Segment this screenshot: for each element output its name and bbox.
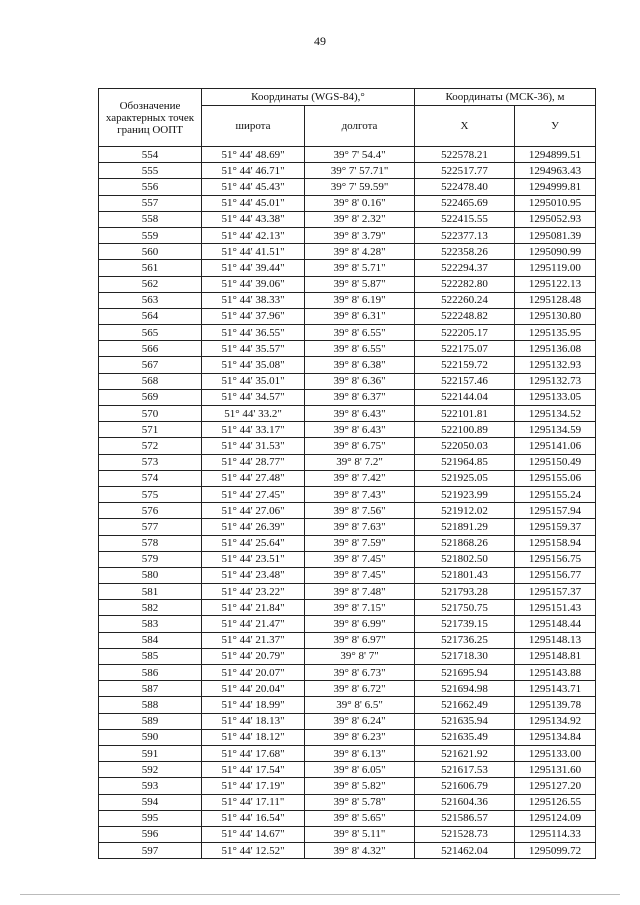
table-row <box>99 567 596 583</box>
longitude-cell: 39° 8' 6.75" <box>305 438 415 454</box>
table-row <box>99 163 596 179</box>
y-coordinate-cell: 1295159.37 <box>515 519 596 535</box>
latitude-cell: 51° 44' 37.96" <box>202 308 305 324</box>
x-coordinate-cell: 521923.99 <box>415 486 515 502</box>
latitude-cell: 51° 44' 39.44" <box>202 260 305 276</box>
latitude-cell: 51° 44' 34.57" <box>202 389 305 405</box>
point-number-cell: 575 <box>99 486 202 502</box>
latitude-cell: 51° 44' 12.52" <box>202 843 305 859</box>
latitude-cell: 51° 44' 39.06" <box>202 276 305 292</box>
table-row <box>99 389 596 405</box>
y-coordinate-cell: 1295139.78 <box>515 697 596 713</box>
latitude-cell: 51° 44' 27.06" <box>202 503 305 519</box>
point-number-cell: 590 <box>99 729 202 745</box>
x-coordinate-cell: 522517.77 <box>415 163 515 179</box>
longitude-cell: 39° 8' 6.55" <box>305 325 415 341</box>
longitude-cell: 39° 8' 6.37" <box>305 389 415 405</box>
longitude-cell: 39° 8' 6.05" <box>305 762 415 778</box>
x-coordinate-cell: 521635.49 <box>415 729 515 745</box>
table-row <box>99 584 596 600</box>
y-coordinate-cell: 1294963.43 <box>515 163 596 179</box>
latitude-cell: 51° 44' 43.38" <box>202 211 305 227</box>
table-row <box>99 438 596 454</box>
y-coordinate-cell: 1295156.77 <box>515 567 596 583</box>
latitude-cell: 51° 44' 20.79" <box>202 648 305 664</box>
x-coordinate-cell: 521802.50 <box>415 551 515 567</box>
latitude-cell: 51° 44' 17.19" <box>202 778 305 794</box>
longitude-cell: 39° 8' 7.15" <box>305 600 415 616</box>
x-coordinate-cell: 522415.55 <box>415 211 515 227</box>
latitude-cell: 51° 44' 17.11" <box>202 794 305 810</box>
point-number-cell: 576 <box>99 503 202 519</box>
point-number-cell: 566 <box>99 341 202 357</box>
latitude-cell: 51° 44' 48.69" <box>202 147 305 163</box>
table-row <box>99 244 596 260</box>
wgs84-header: Координаты (WGS-84),° <box>202 89 415 106</box>
x-coordinate-cell: 521925.05 <box>415 470 515 486</box>
longitude-cell: 39° 8' 6.5" <box>305 697 415 713</box>
table-row <box>99 179 596 195</box>
longitude-cell: 39° 8' 6.31" <box>305 308 415 324</box>
table-row <box>99 826 596 842</box>
table-row <box>99 729 596 745</box>
longitude-cell: 39° 8' 6.19" <box>305 292 415 308</box>
table-row <box>99 665 596 681</box>
longitude-cell: 39° 8' 7.63" <box>305 519 415 535</box>
y-coordinate-cell: 1294899.51 <box>515 147 596 163</box>
table-row <box>99 778 596 794</box>
point-number-cell: 570 <box>99 406 202 422</box>
y-coordinate-cell: 1295127.20 <box>515 778 596 794</box>
point-number-cell: 584 <box>99 632 202 648</box>
point-number-cell: 554 <box>99 147 202 163</box>
longitude-cell: 39° 8' 6.99" <box>305 616 415 632</box>
longitude-cell: 39° 8' 7.42" <box>305 470 415 486</box>
y-coordinate-cell: 1295134.92 <box>515 713 596 729</box>
x-coordinate-cell: 521695.94 <box>415 665 515 681</box>
latitude-cell: 51° 44' 17.54" <box>202 762 305 778</box>
point-number-cell: 558 <box>99 211 202 227</box>
latitude-cell: 51° 44' 33.2" <box>202 406 305 422</box>
point-number-cell: 577 <box>99 519 202 535</box>
longitude-cell: 39° 8' 6.73" <box>305 665 415 681</box>
x-coordinate-cell: 522159.72 <box>415 357 515 373</box>
table-header <box>99 89 596 147</box>
latitude-cell: 51° 44' 45.01" <box>202 195 305 211</box>
y-coordinate-cell: 1295081.39 <box>515 227 596 243</box>
longitude-cell: 39° 8' 4.28" <box>305 244 415 260</box>
x-coordinate-cell: 521912.02 <box>415 503 515 519</box>
longitude-cell: 39° 7' 54.4" <box>305 147 415 163</box>
longitude-cell: 39° 8' 5.65" <box>305 810 415 826</box>
latitude-cell: 51° 44' 42.13" <box>202 227 305 243</box>
point-number-cell: 568 <box>99 373 202 389</box>
longitude-cell: 39° 8' 5.78" <box>305 794 415 810</box>
x-coordinate-cell: 521964.85 <box>415 454 515 470</box>
table-row <box>99 211 596 227</box>
y-coordinate-cell: 1295119.00 <box>515 260 596 276</box>
y-coordinate-cell: 1295143.88 <box>515 665 596 681</box>
longitude-cell: 39° 8' 6.24" <box>305 713 415 729</box>
table-row <box>99 697 596 713</box>
y-coordinate-cell: 1295134.84 <box>515 729 596 745</box>
x-coordinate-cell: 522100.89 <box>415 422 515 438</box>
latitude-cell: 51° 44' 18.12" <box>202 729 305 745</box>
latitude-cell: 51° 44' 41.51" <box>202 244 305 260</box>
table-row <box>99 810 596 826</box>
y-coordinate-cell: 1294999.81 <box>515 179 596 195</box>
y-coordinate-cell: 1295134.59 <box>515 422 596 438</box>
y-coordinate-cell: 1295155.24 <box>515 486 596 502</box>
latitude-cell: 51° 44' 35.08" <box>202 357 305 373</box>
y-coordinate-cell: 1295114.33 <box>515 826 596 842</box>
x-coordinate-cell: 522050.03 <box>415 438 515 454</box>
longitude-cell: 39° 8' 6.13" <box>305 745 415 761</box>
y-coordinate-cell: 1295128.48 <box>515 292 596 308</box>
x-coordinate-cell: 522358.26 <box>415 244 515 260</box>
y-coordinate-cell: 1295141.06 <box>515 438 596 454</box>
latitude-cell: 51° 44' 35.57" <box>202 341 305 357</box>
latitude-cell: 51° 44' 21.84" <box>202 600 305 616</box>
latitude-cell: 51° 44' 38.33" <box>202 292 305 308</box>
table-row <box>99 470 596 486</box>
table-row <box>99 503 596 519</box>
longitude-header: долгота <box>305 106 415 147</box>
longitude-cell: 39° 8' 7.2" <box>305 454 415 470</box>
x-coordinate-cell: 522144.04 <box>415 389 515 405</box>
x-coordinate-cell: 522101.81 <box>415 406 515 422</box>
y-coordinate-cell: 1295156.75 <box>515 551 596 567</box>
longitude-cell: 39° 8' 2.32" <box>305 211 415 227</box>
point-number-cell: 569 <box>99 389 202 405</box>
x-coordinate-cell: 522465.69 <box>415 195 515 211</box>
longitude-cell: 39° 8' 6.55" <box>305 341 415 357</box>
point-number-cell: 578 <box>99 535 202 551</box>
point-number-cell: 592 <box>99 762 202 778</box>
x-coordinate-cell: 522157.46 <box>415 373 515 389</box>
y-coordinate-cell: 1295122.13 <box>515 276 596 292</box>
point-number-cell: 571 <box>99 422 202 438</box>
x-coordinate-cell: 521750.75 <box>415 600 515 616</box>
point-number-cell: 559 <box>99 227 202 243</box>
latitude-cell: 51° 44' 25.64" <box>202 535 305 551</box>
table-row <box>99 762 596 778</box>
x-coordinate-cell: 522377.13 <box>415 227 515 243</box>
y-coordinate-cell: 1295148.44 <box>515 616 596 632</box>
table-row <box>99 357 596 373</box>
longitude-cell: 39° 8' 6.72" <box>305 681 415 697</box>
point-number-cell: 593 <box>99 778 202 794</box>
y-coordinate-cell: 1295052.93 <box>515 211 596 227</box>
point-number-cell: 594 <box>99 794 202 810</box>
longitude-cell: 39° 8' 6.43" <box>305 422 415 438</box>
point-designation-header: Обозначение характерных точек границ ООПТ <box>99 89 202 147</box>
y-coordinate-cell: 1295157.94 <box>515 503 596 519</box>
table-row <box>99 486 596 502</box>
point-number-cell: 581 <box>99 584 202 600</box>
y-coordinate-cell: 1295133.05 <box>515 389 596 405</box>
point-number-cell: 582 <box>99 600 202 616</box>
table-row <box>99 308 596 324</box>
x-coordinate-cell: 521868.26 <box>415 535 515 551</box>
x-coordinate-cell: 521617.53 <box>415 762 515 778</box>
point-number-cell: 564 <box>99 308 202 324</box>
y-coordinate-cell: 1295135.95 <box>515 325 596 341</box>
longitude-cell: 39° 8' 7.59" <box>305 535 415 551</box>
latitude-cell: 51° 44' 18.99" <box>202 697 305 713</box>
x-coordinate-cell: 521662.49 <box>415 697 515 713</box>
point-number-cell: 574 <box>99 470 202 486</box>
point-number-cell: 587 <box>99 681 202 697</box>
table-row <box>99 276 596 292</box>
y-coordinate-cell: 1295132.93 <box>515 357 596 373</box>
latitude-cell: 51° 44' 46.71" <box>202 163 305 179</box>
table-row <box>99 292 596 308</box>
longitude-cell: 39° 8' 7" <box>305 648 415 664</box>
longitude-cell: 39° 7' 57.71" <box>305 163 415 179</box>
latitude-cell: 51° 44' 26.39" <box>202 519 305 535</box>
latitude-cell: 51° 44' 20.07" <box>202 665 305 681</box>
y-coordinate-cell: 1295150.49 <box>515 454 596 470</box>
y-coordinate-cell: 1295010.95 <box>515 195 596 211</box>
y-coordinate-cell: 1295148.81 <box>515 648 596 664</box>
longitude-cell: 39° 8' 7.45" <box>305 551 415 567</box>
latitude-cell: 51° 44' 14.67" <box>202 826 305 842</box>
y-coordinate-cell: 1295155.06 <box>515 470 596 486</box>
longitude-cell: 39° 8' 6.36" <box>305 373 415 389</box>
y-coordinate-cell: 1295099.72 <box>515 843 596 859</box>
point-number-cell: 597 <box>99 843 202 859</box>
x-coordinate-cell: 521528.73 <box>415 826 515 842</box>
point-number-cell: 573 <box>99 454 202 470</box>
y-header: У <box>515 106 596 147</box>
table-row <box>99 519 596 535</box>
point-number-cell: 557 <box>99 195 202 211</box>
point-number-cell: 563 <box>99 292 202 308</box>
point-number-cell: 561 <box>99 260 202 276</box>
table-row <box>99 195 596 211</box>
x-coordinate-cell: 522260.24 <box>415 292 515 308</box>
point-number-cell: 583 <box>99 616 202 632</box>
coordinates-table <box>98 88 596 859</box>
table-row <box>99 260 596 276</box>
longitude-cell: 39° 8' 4.32" <box>305 843 415 859</box>
y-coordinate-cell: 1295126.55 <box>515 794 596 810</box>
latitude-cell: 51° 44' 23.22" <box>202 584 305 600</box>
point-number-cell: 591 <box>99 745 202 761</box>
latitude-cell: 51° 44' 36.55" <box>202 325 305 341</box>
table-row <box>99 341 596 357</box>
table-row <box>99 406 596 422</box>
x-coordinate-cell: 521891.29 <box>415 519 515 535</box>
longitude-cell: 39° 8' 5.71" <box>305 260 415 276</box>
x-coordinate-cell: 522282.80 <box>415 276 515 292</box>
point-number-cell: 562 <box>99 276 202 292</box>
table-row <box>99 794 596 810</box>
latitude-cell: 51° 44' 18.13" <box>202 713 305 729</box>
point-number-cell: 596 <box>99 826 202 842</box>
longitude-cell: 39° 8' 0.16" <box>305 195 415 211</box>
table-row <box>99 616 596 632</box>
msk36-header: Координаты (МСК-36), м <box>415 89 596 106</box>
x-coordinate-cell: 522294.37 <box>415 260 515 276</box>
point-number-cell: 580 <box>99 567 202 583</box>
latitude-cell: 51° 44' 23.51" <box>202 551 305 567</box>
table-row <box>99 227 596 243</box>
y-coordinate-cell: 1295143.71 <box>515 681 596 697</box>
longitude-cell: 39° 8' 6.23" <box>305 729 415 745</box>
latitude-cell: 51° 44' 20.04" <box>202 681 305 697</box>
x-coordinate-cell: 522205.17 <box>415 325 515 341</box>
page-bottom-rule <box>20 894 620 895</box>
latitude-cell: 51° 44' 31.53" <box>202 438 305 454</box>
longitude-cell: 39° 8' 6.43" <box>305 406 415 422</box>
y-coordinate-cell: 1295133.00 <box>515 745 596 761</box>
longitude-cell: 39° 8' 5.82" <box>305 778 415 794</box>
latitude-cell: 51° 44' 21.37" <box>202 632 305 648</box>
table-row <box>99 325 596 341</box>
latitude-cell: 51° 44' 21.47" <box>202 616 305 632</box>
point-number-cell: 588 <box>99 697 202 713</box>
x-coordinate-cell: 521462.04 <box>415 843 515 859</box>
y-coordinate-cell: 1295090.99 <box>515 244 596 260</box>
latitude-cell: 51° 44' 27.45" <box>202 486 305 502</box>
x-coordinate-cell: 521621.92 <box>415 745 515 761</box>
point-number-cell: 572 <box>99 438 202 454</box>
point-number-cell: 567 <box>99 357 202 373</box>
y-coordinate-cell: 1295158.94 <box>515 535 596 551</box>
longitude-cell: 39° 8' 7.43" <box>305 486 415 502</box>
x-coordinate-cell: 522478.40 <box>415 179 515 195</box>
longitude-cell: 39° 8' 6.97" <box>305 632 415 648</box>
x-coordinate-cell: 521793.28 <box>415 584 515 600</box>
table-row <box>99 373 596 389</box>
longitude-cell: 39° 8' 7.48" <box>305 584 415 600</box>
page-number: 49 <box>314 34 326 48</box>
table-row <box>99 648 596 664</box>
latitude-cell: 51° 44' 28.77" <box>202 454 305 470</box>
longitude-cell: 39° 8' 5.87" <box>305 276 415 292</box>
x-coordinate-cell: 521694.98 <box>415 681 515 697</box>
latitude-header: широта <box>202 106 305 147</box>
longitude-cell: 39° 8' 6.38" <box>305 357 415 373</box>
x-coordinate-cell: 522578.21 <box>415 147 515 163</box>
y-coordinate-cell: 1295151.43 <box>515 600 596 616</box>
longitude-cell: 39° 7' 59.59" <box>305 179 415 195</box>
latitude-cell: 51° 44' 16.54" <box>202 810 305 826</box>
x-coordinate-cell: 521606.79 <box>415 778 515 794</box>
table-row <box>99 745 596 761</box>
latitude-cell: 51° 44' 27.48" <box>202 470 305 486</box>
x-coordinate-cell: 521604.36 <box>415 794 515 810</box>
table-row <box>99 713 596 729</box>
longitude-cell: 39° 8' 3.79" <box>305 227 415 243</box>
y-coordinate-cell: 1295131.60 <box>515 762 596 778</box>
table-row <box>99 422 596 438</box>
longitude-cell: 39° 8' 7.45" <box>305 567 415 583</box>
point-number-cell: 586 <box>99 665 202 681</box>
table-row <box>99 600 596 616</box>
y-coordinate-cell: 1295132.73 <box>515 373 596 389</box>
latitude-cell: 51° 44' 45.43" <box>202 179 305 195</box>
point-number-cell: 585 <box>99 648 202 664</box>
point-number-cell: 560 <box>99 244 202 260</box>
x-coordinate-cell: 521718.30 <box>415 648 515 664</box>
x-coordinate-cell: 522175.07 <box>415 341 515 357</box>
table-row <box>99 147 596 163</box>
point-number-cell: 565 <box>99 325 202 341</box>
latitude-cell: 51° 44' 17.68" <box>202 745 305 761</box>
table-row <box>99 632 596 648</box>
y-coordinate-cell: 1295134.52 <box>515 406 596 422</box>
longitude-cell: 39° 8' 7.56" <box>305 503 415 519</box>
x-coordinate-cell: 521739.15 <box>415 616 515 632</box>
table-row <box>99 681 596 697</box>
table-row <box>99 843 596 859</box>
y-coordinate-cell: 1295157.37 <box>515 584 596 600</box>
x-coordinate-cell: 521586.57 <box>415 810 515 826</box>
table-body <box>99 147 596 859</box>
y-coordinate-cell: 1295130.80 <box>515 308 596 324</box>
point-number-cell: 595 <box>99 810 202 826</box>
latitude-cell: 51° 44' 35.01" <box>202 373 305 389</box>
longitude-cell: 39° 8' 5.11" <box>305 826 415 842</box>
latitude-cell: 51° 44' 33.17" <box>202 422 305 438</box>
table-row <box>99 454 596 470</box>
point-number-cell: 579 <box>99 551 202 567</box>
table-row <box>99 535 596 551</box>
x-coordinate-cell: 521801.43 <box>415 567 515 583</box>
x-coordinate-cell: 521635.94 <box>415 713 515 729</box>
y-coordinate-cell: 1295148.13 <box>515 632 596 648</box>
x-coordinate-cell: 521736.25 <box>415 632 515 648</box>
point-number-cell: 589 <box>99 713 202 729</box>
table-row <box>99 551 596 567</box>
point-number-cell: 556 <box>99 179 202 195</box>
x-coordinate-cell: 522248.82 <box>415 308 515 324</box>
y-coordinate-cell: 1295136.08 <box>515 341 596 357</box>
x-header: X <box>415 106 515 147</box>
y-coordinate-cell: 1295124.09 <box>515 810 596 826</box>
point-number-cell: 555 <box>99 163 202 179</box>
latitude-cell: 51° 44' 23.48" <box>202 567 305 583</box>
